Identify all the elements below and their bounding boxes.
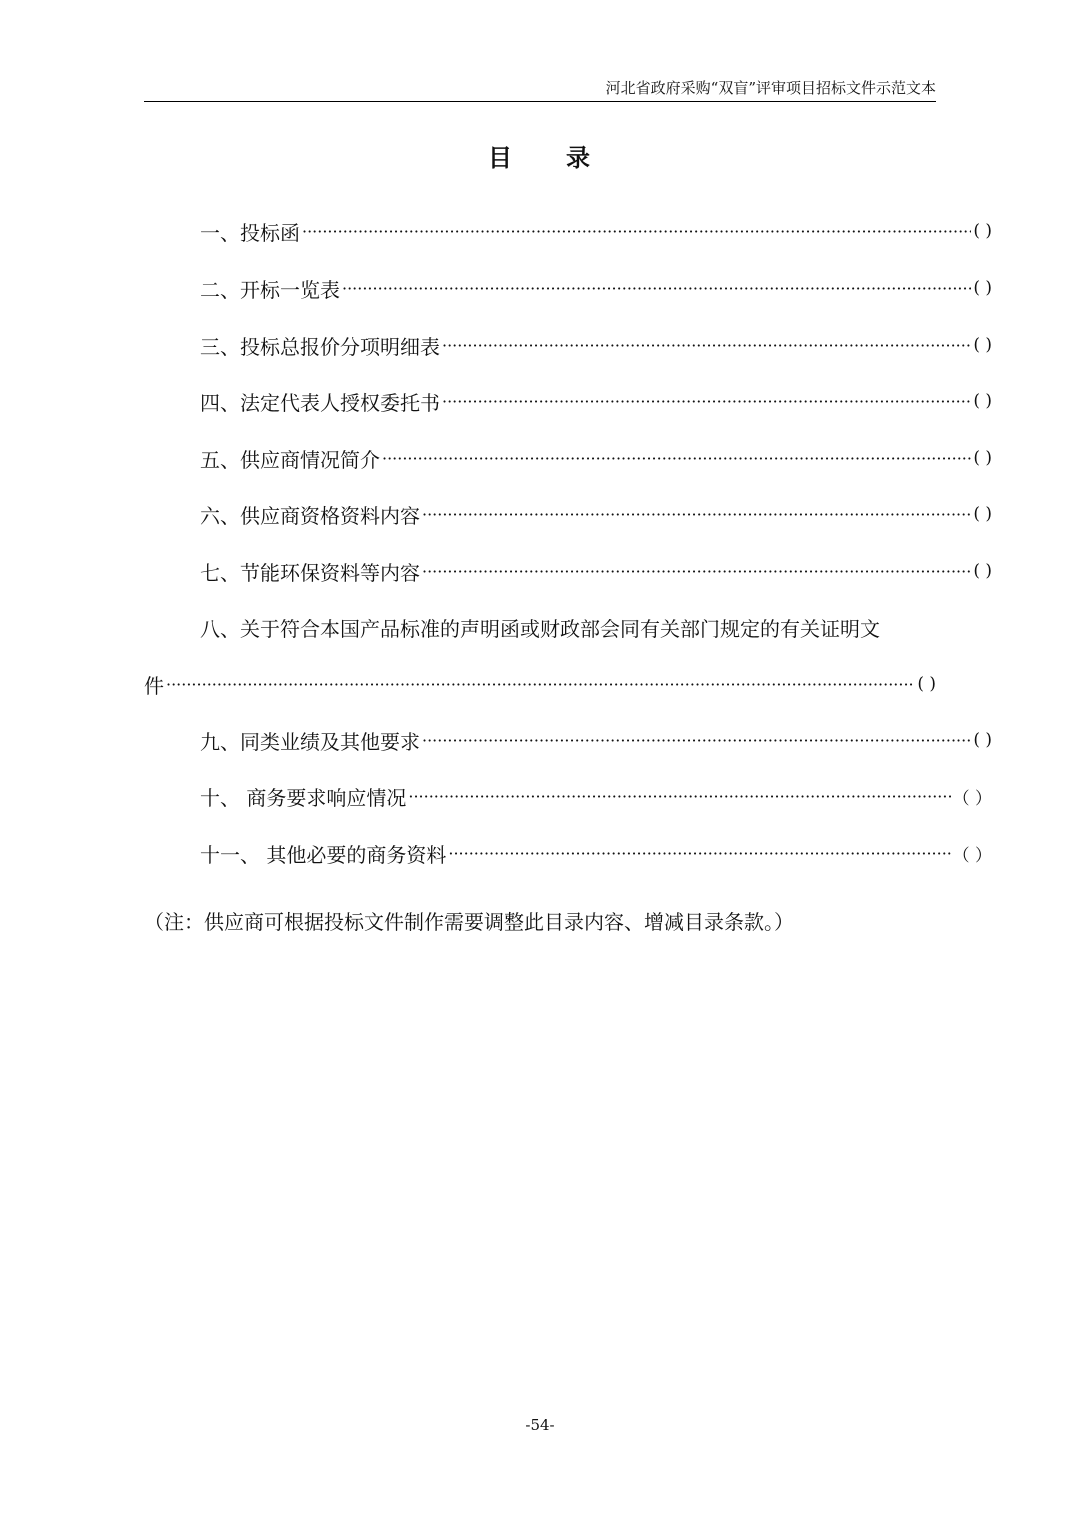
toc-item-page: （ ） (952, 845, 992, 866)
toc-item-label: 一、投标函 (200, 220, 300, 245)
toc-item-2[interactable] (144, 271, 992, 305)
toc-item-10[interactable] (144, 779, 992, 813)
toc-item-page: ( ) (973, 278, 992, 298)
dot-leader (422, 731, 971, 750)
toc-item-page: ( ) (973, 391, 992, 411)
toc-item-page: ( ) (973, 561, 992, 581)
dot-leader (302, 222, 971, 241)
toc-item-page: ( ) (973, 504, 992, 524)
toc-item-4[interactable] (144, 384, 992, 418)
title-char-1: 目 (488, 143, 514, 172)
dot-leader (408, 787, 950, 806)
dot-leader (166, 675, 915, 694)
toc-item-3[interactable] (144, 328, 992, 362)
toc-item-11[interactable] (144, 836, 992, 870)
header-rule (144, 101, 936, 102)
toc-item-page: （ ） (952, 788, 992, 809)
toc-item-label: 七、节能环保资料等内容 (200, 560, 420, 585)
toc-item-6[interactable] (144, 497, 992, 531)
dot-leader (342, 279, 971, 298)
toc-item-page: ( ) (973, 448, 992, 468)
dot-leader (422, 505, 971, 524)
toc-item-label: 十、 商务要求响应情况 (200, 785, 407, 810)
toc-item-page: ( ) (917, 674, 936, 694)
toc-item-page: ( ) (973, 335, 992, 355)
toc-item-label: 六、供应商资格资料内容 (200, 503, 420, 528)
title-char-2: 录 (566, 143, 592, 172)
toc-item-label: 八、关于符合本国产品标准的声明函或财政部会同有关部门规定的有关证明文 (200, 616, 880, 641)
toc-item-label: 三、投标总报价分项明细表 (200, 334, 440, 359)
dot-leader (442, 392, 971, 411)
toc-item-label: 二、开标一览表 (200, 277, 340, 302)
toc-item-8[interactable] (144, 667, 936, 701)
dot-leader (422, 562, 971, 581)
toc-item-8-line1[interactable] (200, 610, 936, 644)
toc-item-7[interactable] (144, 554, 992, 588)
dot-leader (382, 449, 971, 468)
page-title (0, 138, 1080, 178)
dot-leader (448, 844, 950, 863)
toc-item-label-continuation: 件 (144, 673, 164, 698)
page-number: -54- (525, 1416, 555, 1434)
running-header: 河北省政府采购“双盲”评审项目招标文件示范文本 (605, 79, 936, 97)
toc-item-page: ( ) (973, 730, 992, 750)
toc-item-label: 五、供应商情况简介 (200, 447, 380, 472)
toc-item-label: 四、法定代表人授权委托书 (200, 390, 440, 415)
dot-leader (442, 336, 971, 355)
toc-item-5[interactable] (144, 441, 992, 475)
toc-item-9[interactable] (144, 723, 992, 757)
toc-note: （注：供应商可根据投标文件制作需要调整此目录内容、增减目录条款。） (144, 910, 794, 934)
toc-item-page: ( ) (973, 221, 992, 241)
toc-item-label: 九、同类业绩及其他要求 (200, 729, 420, 754)
toc-item-label: 十一、 其他必要的商务资料 (200, 842, 447, 867)
toc-item-1[interactable] (144, 214, 992, 248)
